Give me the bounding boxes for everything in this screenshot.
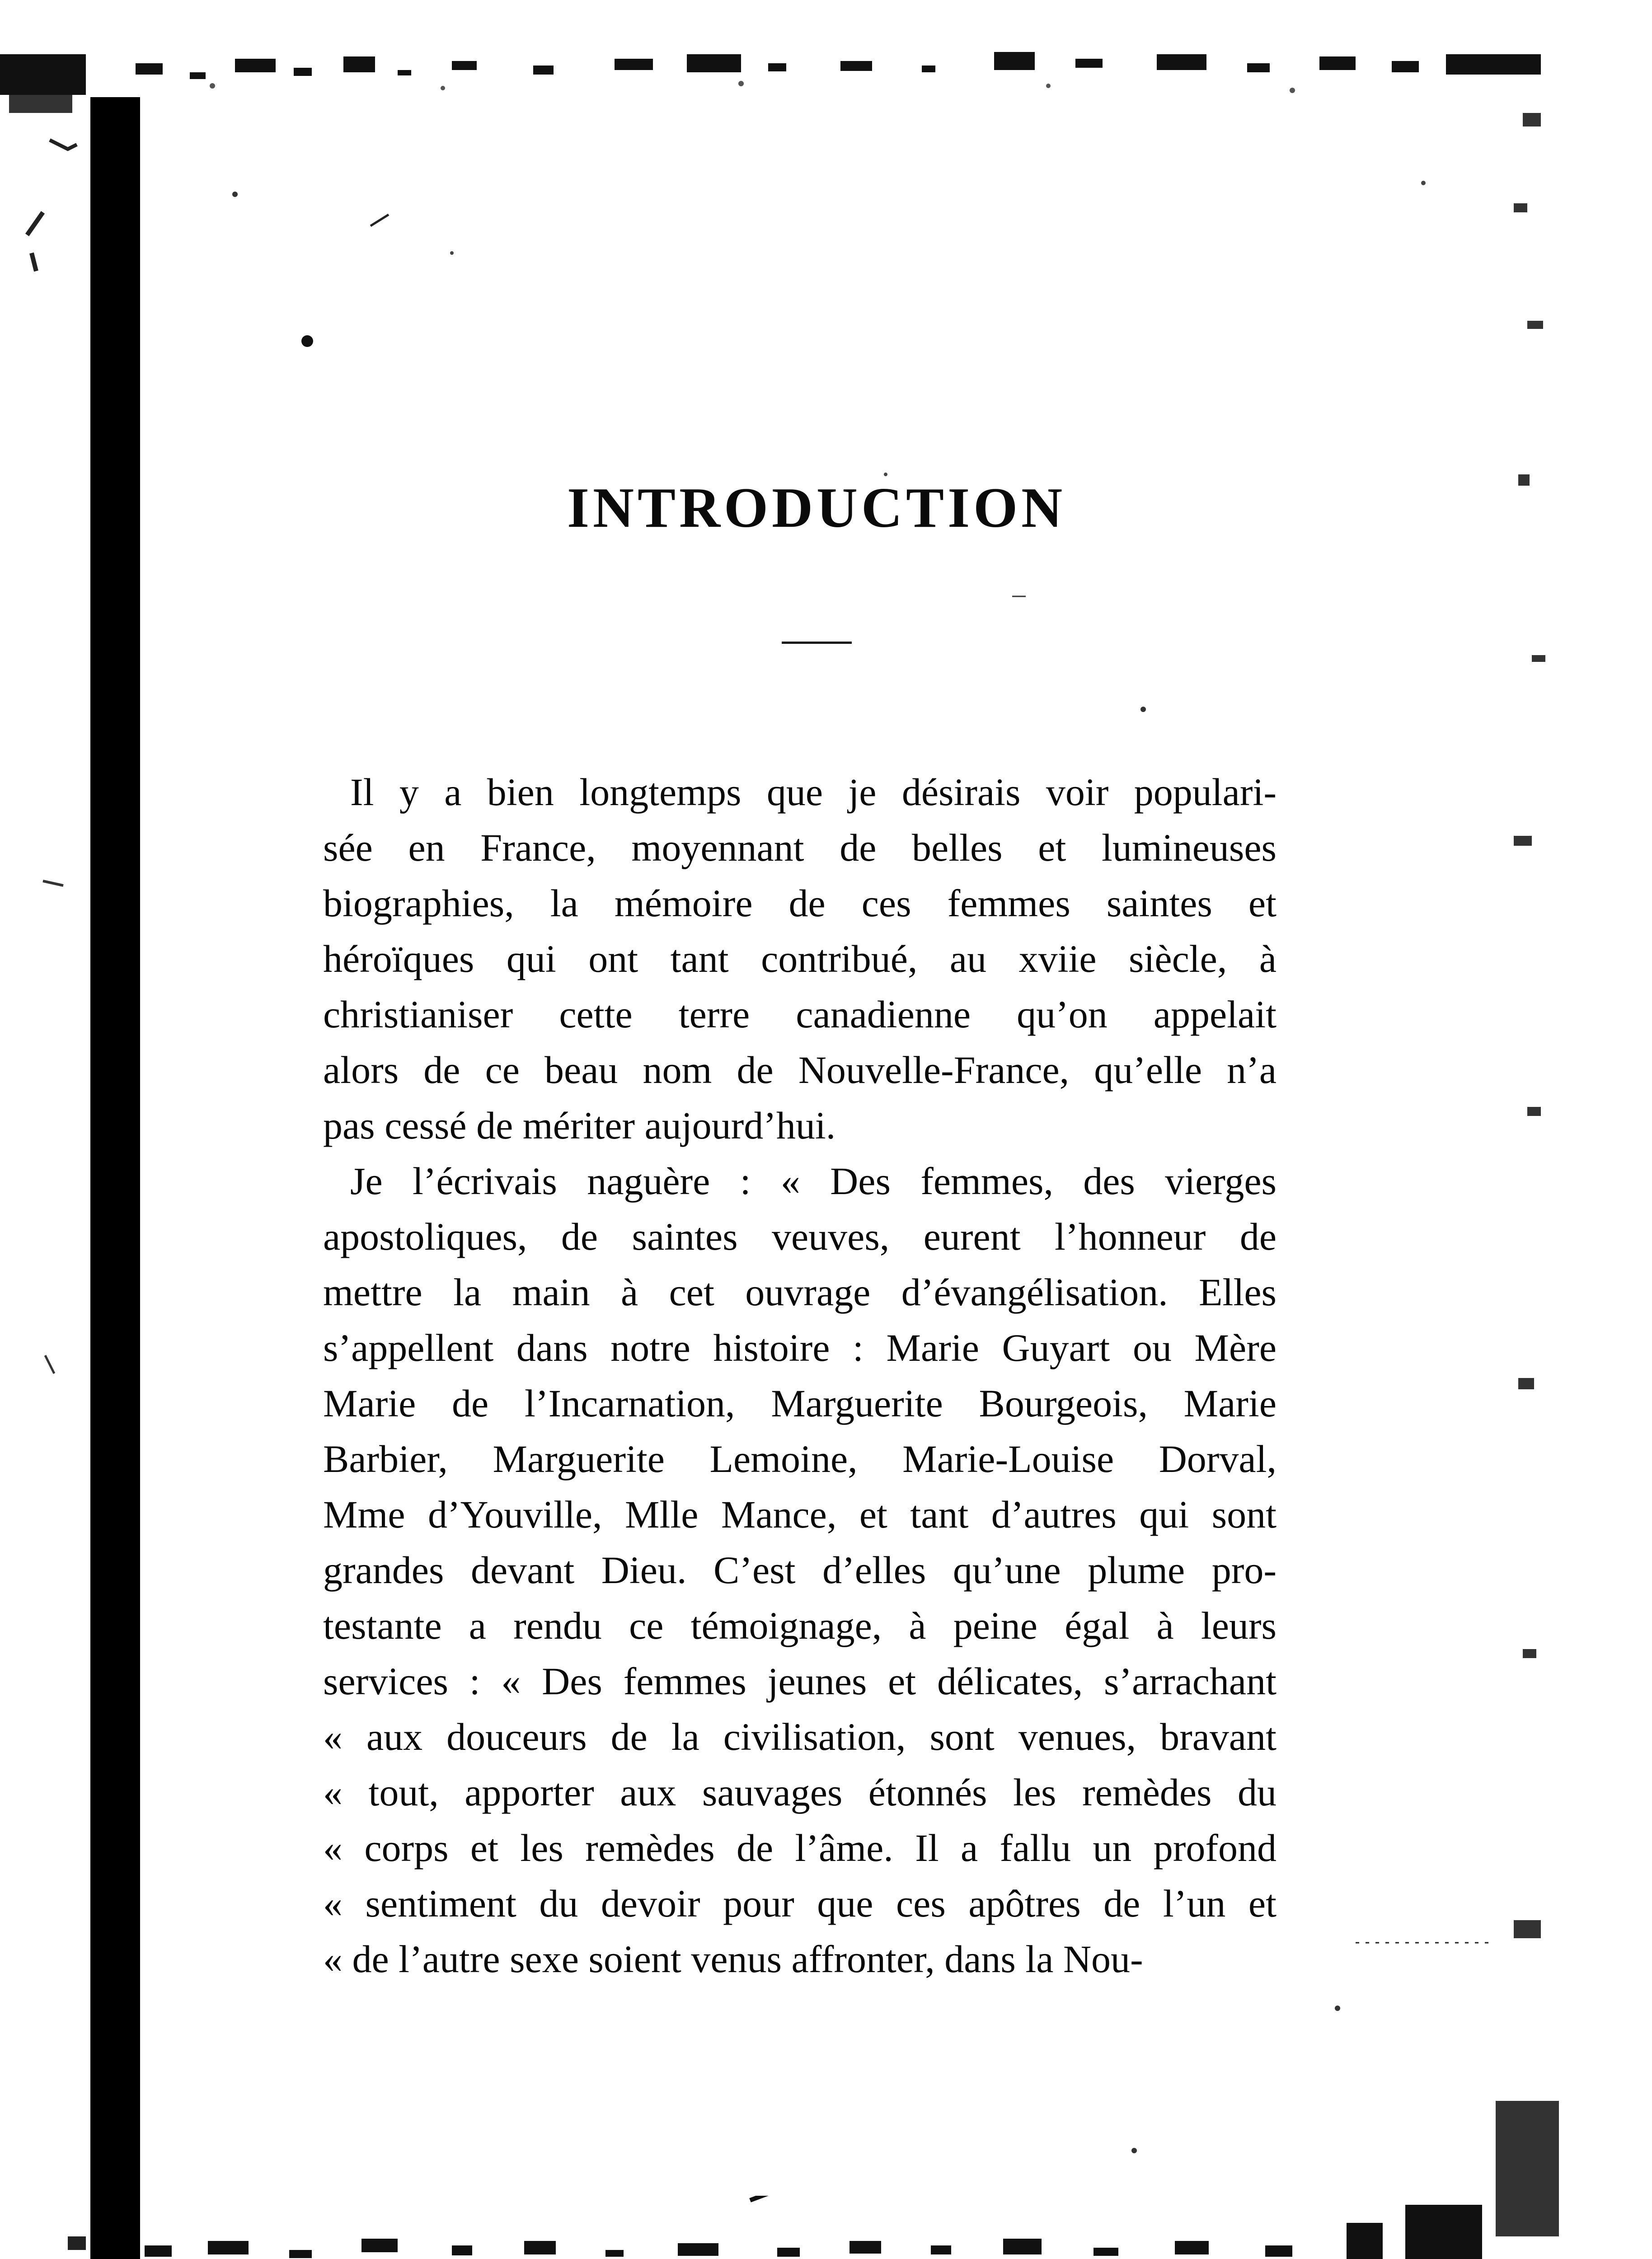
text-line: héroïques qui ont tant contribué, au xviie siècle, à xyxy=(323,937,1277,980)
text-line: services : « Des femmes jeunes et délicates, s’arrachant xyxy=(323,1659,1277,1703)
text-line: « de l’autre sexe soient venus affronter, dans la Nou- xyxy=(323,1937,1143,1981)
text-line: Il y a bien longtemps que je désirais voir populari- xyxy=(350,770,1277,814)
page-title: INTRODUCTION xyxy=(567,477,1066,539)
text-line: apostoliques, de saintes veuves, eurent l’honneur de xyxy=(323,1215,1277,1258)
top-edge-scan-noise xyxy=(0,45,1550,113)
text-line: « tout, apporter aux sauvages étonnés les remèdes du xyxy=(323,1771,1277,1814)
text-line: « corps et les remèdes de l’âme. Il a fallu un profond xyxy=(323,1826,1277,1870)
paragraph-2 xyxy=(323,1153,1277,1987)
text-line: Mme d’Youville, Mlle Mance, et tant d’autres qui sont xyxy=(323,1493,1277,1536)
text-line: Barbier, Marguerite Lemoine, Marie-Louise Dorval, xyxy=(323,1437,1277,1481)
body-text xyxy=(323,764,1277,1987)
text-line: mettre la main à cet ouvrage d’évangélisation. Elles xyxy=(323,1270,1277,1314)
text-line: sée en France, moyennant de belles et lumineuses xyxy=(323,826,1277,869)
right-edge-scan-noise xyxy=(1487,68,1559,2259)
text-line: s’appellent dans notre histoire : Marie Guyart ou Mère xyxy=(323,1326,1277,1369)
text-line: testante a rendu ce témoignage, à peine égal à leurs xyxy=(323,1604,1277,1647)
text-line: grandes devant Dieu. C’est d’elles qu’une plume pro- xyxy=(323,1548,1277,1592)
text-line: biographies, la mémoire de ces femmes saintes et xyxy=(323,881,1277,925)
title-rule xyxy=(782,642,852,644)
text-line: « sentiment du devoir pour que ces apôtres de l’un et xyxy=(323,1882,1277,1925)
left-edge-scan-noise xyxy=(0,36,90,2259)
text-line: christianiser cette terre canadienne qu’on appelait xyxy=(323,993,1277,1036)
bottom-edge-scan-noise xyxy=(81,2196,1554,2259)
book-spine-shadow xyxy=(90,97,140,2259)
text-line: pas cessé de mériter aujourd’hui. xyxy=(323,1104,836,1147)
paragraph-1 xyxy=(323,764,1277,1153)
text-line: « aux douceurs de la civilisation, sont venues, bravant xyxy=(323,1715,1277,1758)
text-line: alors de ce beau nom de Nouvelle-France, qu’elle n’a xyxy=(323,1048,1277,1092)
text-line: Je l’écrivais naguère : « Des femmes, des vierges xyxy=(350,1159,1277,1203)
text-line: Marie de l’Incarnation, Marguerite Bourgeois, Marie xyxy=(323,1382,1277,1425)
